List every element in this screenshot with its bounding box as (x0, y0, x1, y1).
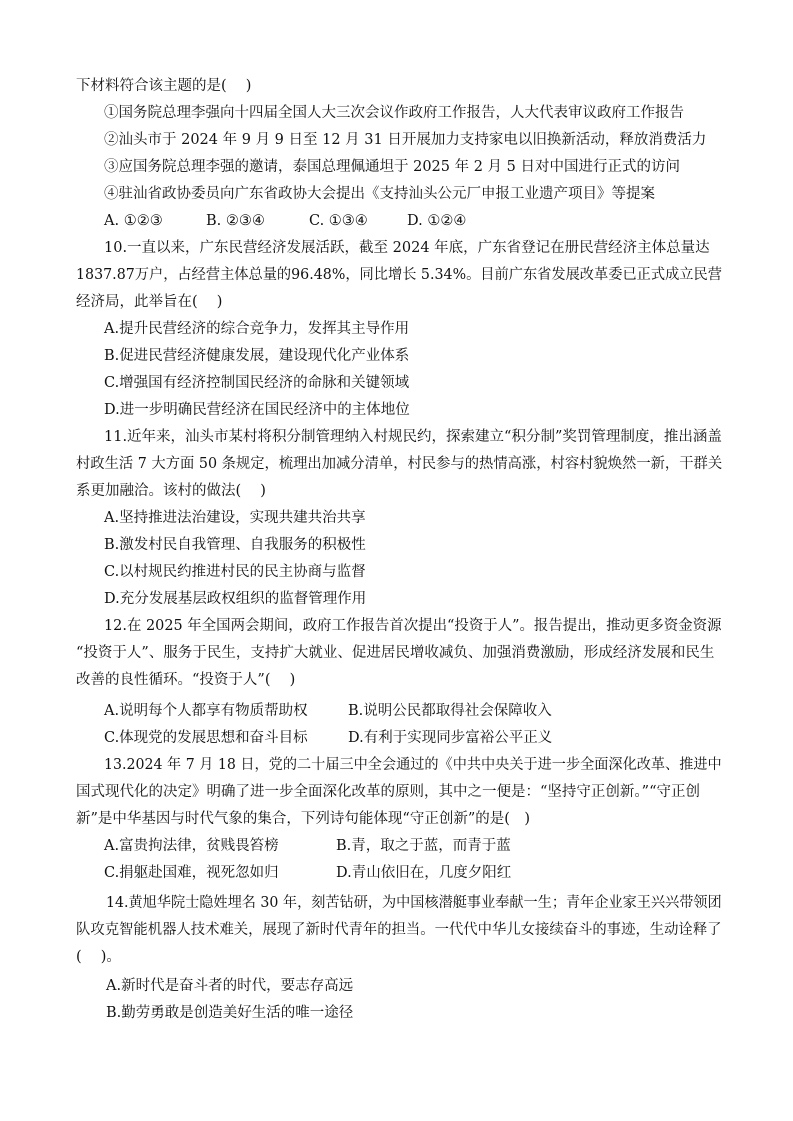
q10-stem-line-3: 经济局，此举旨在( ) (76, 294, 223, 310)
q13-stem-line-1: 13.2024 年 7 月 18 日，党的二十届三中全会通过的《中共中央关于进一步全面深化改革、推进中 (104, 757, 722, 773)
q11-option-c: C.以村规民约推进村民的民主协商与监督 (104, 564, 366, 580)
q9-item-2: ②汕头市于 2024 年 9 月 9 日至 12 月 31 日开展加力支持家电以旧换新活动，释放消费活力 (104, 132, 707, 148)
q12-option-b: B.说明公民都取得社会保障收入 (348, 703, 552, 719)
q9-option-d: D. ①②④ (407, 213, 467, 229)
q13-stem-line-2: 国式现代化的决定》明确了进一步全面深化改革的原则，其中之一便是：“坚持守正创新。”“守正创 (76, 784, 700, 800)
q12-stem-line-3: 改善的良性循环。“投资于人”( ) (76, 672, 296, 688)
q12-stem-line-2: “投资于人”、服务于民生，支持扩大就业、促进居民增收减负、加强消费激励，形成经济发展和民生 (76, 645, 715, 661)
q11-stem-line-3: 系更加融洽。该村的做法( ) (76, 483, 266, 499)
q13-option-a: A.富贵拘法律，贫贱畏笞榜 (104, 838, 279, 854)
q12-option-a: A.说明每个人都享有物质帮助权 (104, 703, 308, 719)
q14-option-a: A.新时代是奋斗者的时代，要志存高远 (106, 978, 354, 994)
q11-option-d: D.充分发展基层政权组织的监督管理作用 (104, 591, 367, 607)
q9-item-3: ③应国务院总理李强的邀请，泰国总理佩通坦于 2025 年 2 月 5 日对中国进行正式的访问 (104, 159, 681, 175)
q13-option-b: B.青，取之于蓝，而青于蓝 (336, 838, 511, 854)
q10-option-c: C.增强国有经济控制国民经济的命脉和关键领域 (104, 375, 410, 391)
q10-option-b: B.促进民营经济健康发展，建设现代化产业体系 (104, 348, 410, 364)
q12-stem-line-1: 12.在 2025 年全国两会期间，政府工作报告首次提出“投资于人”。报告提出，推动更多资金资源 (104, 618, 722, 634)
q14-stem-line-2: 队攻克智能机器人技术难关，展现了新时代青年的担当。一代代中华儿女接续奋斗的事迹，生动诠释了 (76, 922, 722, 938)
q10-stem-line-2: 1837.87万户，占经营主体总量的96.48%，同比增长 5.34%。目前广东省发展改革委已正式成立民营 (76, 267, 722, 283)
q12-option-d: D.有利于实现同步富裕公平正义 (348, 730, 553, 746)
q11-option-a: A.坚持推进法治建设，实现共建共治共享 (104, 510, 366, 526)
q14-stem-line-3: ( )。 (76, 949, 121, 965)
q12-option-c: C.体现党的发展思想和奋斗目标 (104, 730, 308, 746)
q14-stem-line-1: 14.黄旭华院士隐姓埋名 30 年，刻苦钻研，为中国核潜艇事业奉献一生；青年企业家王兴兴带领团 (106, 895, 722, 911)
q9-item-4: ④驻汕省政协委员向广东省政协大会提出《支持汕头公元厂申报工业遗产项目》等提案 (104, 186, 655, 202)
q9-item-1: ①国务院总理李强向十四届全国人大三次会议作政府工作报告，人大代表审议政府工作报告 (104, 105, 684, 121)
q11-stem-line-1: 11.近年来，汕头市某村将积分制管理纳入村规民约，探索建立“积分制”奖罚管理制度，推出涵盖 (104, 429, 722, 445)
q9-option-b: B. ②③④ (206, 213, 265, 229)
q14-option-b: B.勤劳勇敢是创造美好生活的唯一途径 (106, 1005, 354, 1021)
intro-line: 下材料符合该主题的是( ) (76, 78, 252, 94)
q10-stem-line-1: 10.一直以来，广东民营经济发展活跃，截至 2024 年底，广东省登记在册民营经济主体总量达 (104, 240, 710, 256)
q9-option-a: A. ①②③ (104, 213, 163, 229)
q10-option-a: A.提升民营经济的综合竞争力，发挥其主导作用 (104, 321, 410, 337)
q13-option-c: C.捐躯赴国难，视死忽如归 (104, 865, 279, 881)
q13-option-d: D.青山依旧在，几度夕阳红 (336, 865, 512, 881)
q11-stem-line-2: 村政生活 7 大方面 50 条规定，梳理出加减分清单，村民参与的热情高涨，村容村貌焕然一新，干群关 (76, 456, 723, 472)
q13-stem-line-3: 新”是中华基因与时代气象的集合，下列诗句能体现“守正创新”的是( ) (76, 811, 531, 827)
q9-option-c: C. ①③④ (309, 213, 368, 229)
q10-option-d: D.进一步明确民营经济在国民经济中的主体地位 (104, 402, 410, 418)
q11-option-b: B.激发村民自我管理、自我服务的积极性 (104, 537, 366, 553)
